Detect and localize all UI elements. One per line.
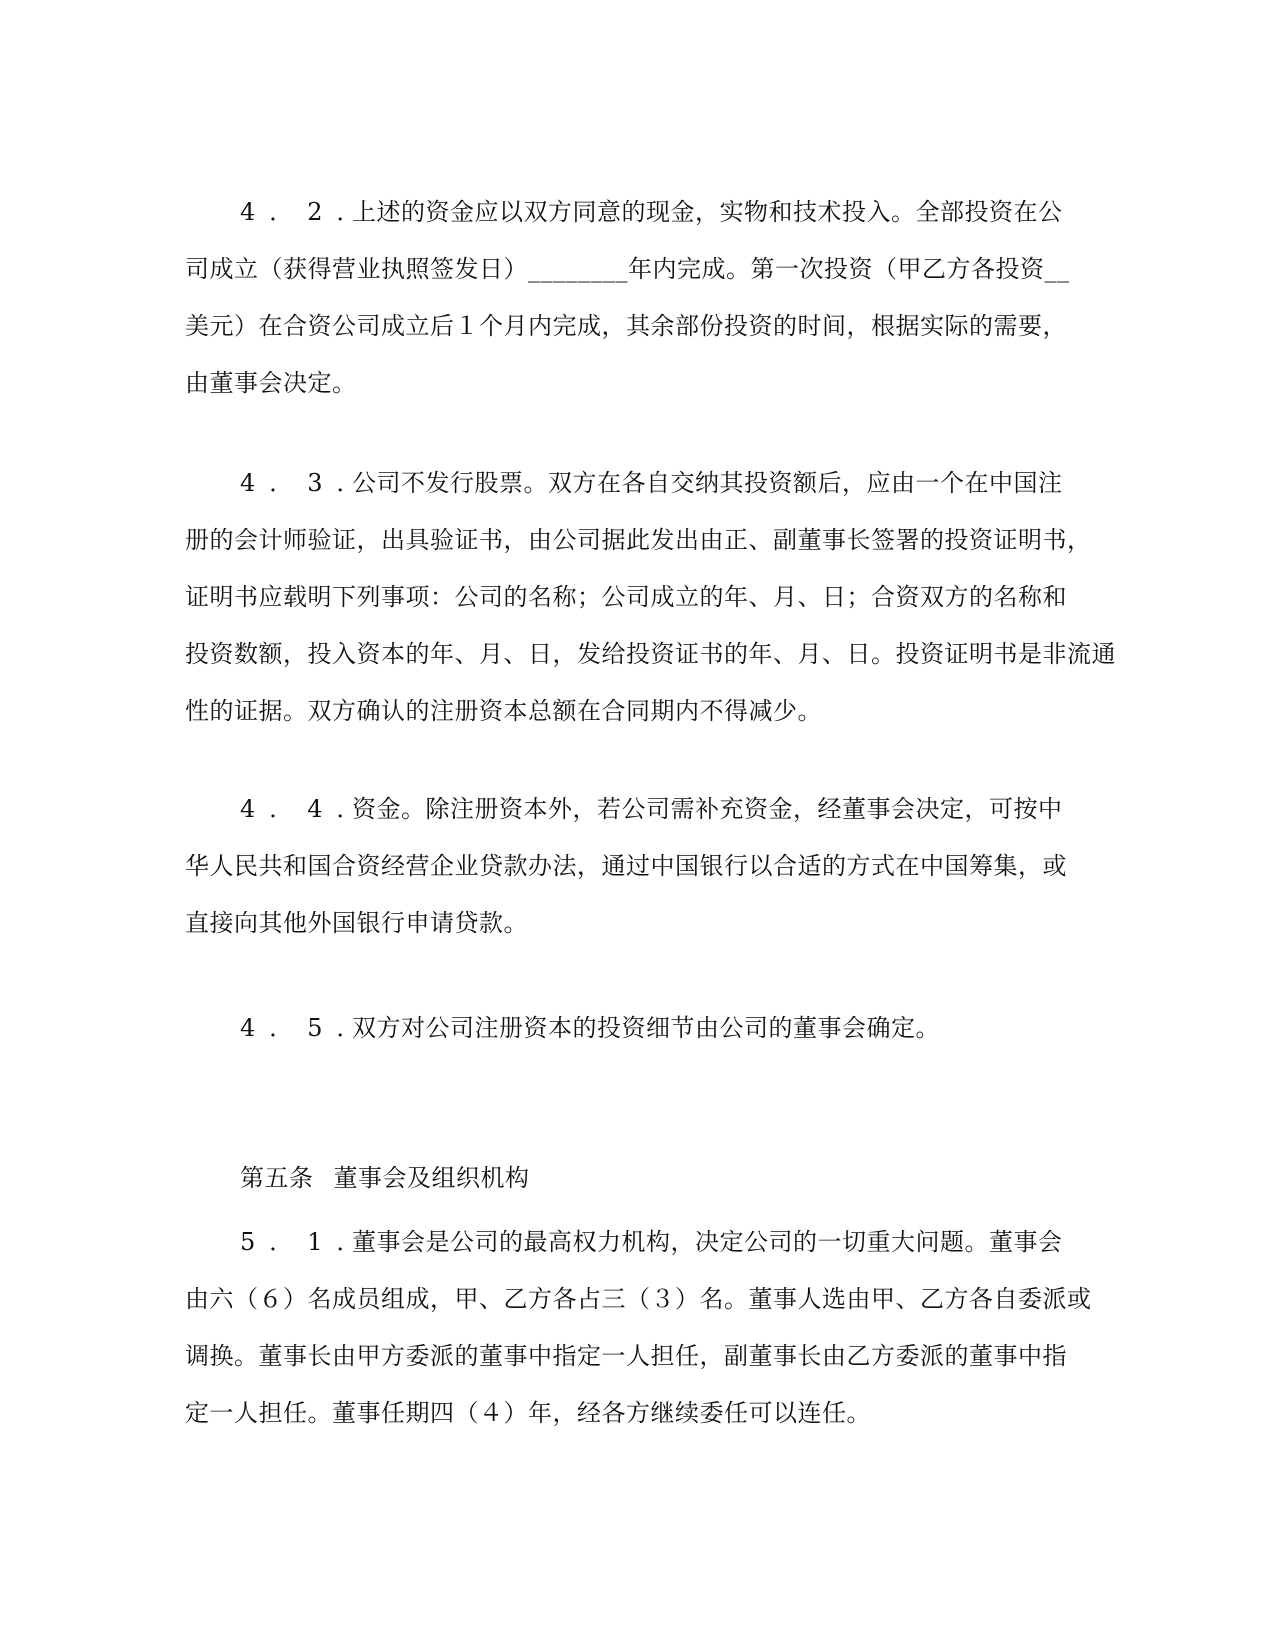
clause-text: 双方对公司注册资本的投资细节由公司的董事会确定。 bbox=[352, 1014, 940, 1042]
clause-text: 证明书应载明下列事项：公司的名称；公司成立的年、月、日；合资双方的名称和 bbox=[185, 583, 1067, 611]
clause-text: 调换。董事长由甲方委派的董事中指定一人担任，副董事长由乙方委派的董事中指 bbox=[185, 1342, 1067, 1370]
article-label: 第五条 bbox=[240, 1164, 314, 1192]
clause-text: 由董事会决定。 bbox=[185, 369, 357, 397]
clause-text: 性的证据。双方确认的注册资本总额在合同期内不得减少。 bbox=[185, 697, 822, 725]
clause-number: 5．1． bbox=[240, 1228, 375, 1256]
clause-text: 美元）在合资公司成立后１个月内完成，其余部份投资的时间，根据实际的需要， bbox=[185, 312, 1067, 340]
clause-text: 公司不发行股票。双方在各自交纳其投资额后，应由一个在中国注 bbox=[352, 469, 1063, 497]
clause-text: 华人民共和国合资经营企业贷款办法，通过中国银行以合适的方式在中国筹集，或 bbox=[185, 852, 1067, 880]
clause-first-line bbox=[185, 455, 1085, 512]
clause-first-line bbox=[185, 1214, 1085, 1271]
clause-text: 上述的资金应以双方同意的现金，实物和技术投入。全部投资在公 bbox=[352, 198, 1063, 226]
clause-text: 投资数额，投入资本的年、月、日，发给投资证书的年、月、日。投资证明书是非流通 bbox=[185, 640, 1116, 668]
clause-first-line bbox=[185, 184, 1085, 241]
clause-text: 册的会计师验证，出具验证书，由公司据此发出由正、副董事长签署的投资证明书， bbox=[185, 526, 1092, 554]
clause-text: 直接向其他外国银行申请贷款。 bbox=[185, 909, 528, 937]
clause-4-3 bbox=[185, 455, 1116, 740]
clause-text: 董事会是公司的最高权力机构，决定公司的一切重大问题。董事会 bbox=[352, 1228, 1063, 1256]
clause-4-2 bbox=[185, 184, 1085, 412]
clause-text: 定一人担任。董事任期四（４）年，经各方继续委任可以连任。 bbox=[185, 1399, 871, 1427]
clause-4-5 bbox=[185, 1000, 1085, 1057]
article-title: 董事会及组织机构 bbox=[333, 1164, 530, 1192]
clause-first-line bbox=[185, 781, 1085, 838]
clause-number: 4．5． bbox=[240, 1014, 375, 1042]
clause-number: 4．2． bbox=[240, 198, 375, 226]
clause-text: 资金。除注册资本外，若公司需补充资金，经董事会决定，可按中 bbox=[352, 795, 1063, 823]
clause-number: 4．4． bbox=[240, 795, 375, 823]
clause-text: 司成立（获得营业执照签发日）________年内完成。第一次投资（甲乙方各投资__ bbox=[185, 255, 1070, 283]
clause-4-4 bbox=[185, 781, 1085, 952]
clause-first-line bbox=[185, 1000, 1085, 1057]
clause-5-1 bbox=[185, 1214, 1092, 1442]
clause-number: 4．3． bbox=[240, 469, 375, 497]
article-heading bbox=[240, 1163, 530, 1193]
clause-text: 由六（６）名成员组成，甲、乙方各占三（３）名。董事人选由甲、乙方各自委派或 bbox=[185, 1285, 1092, 1313]
